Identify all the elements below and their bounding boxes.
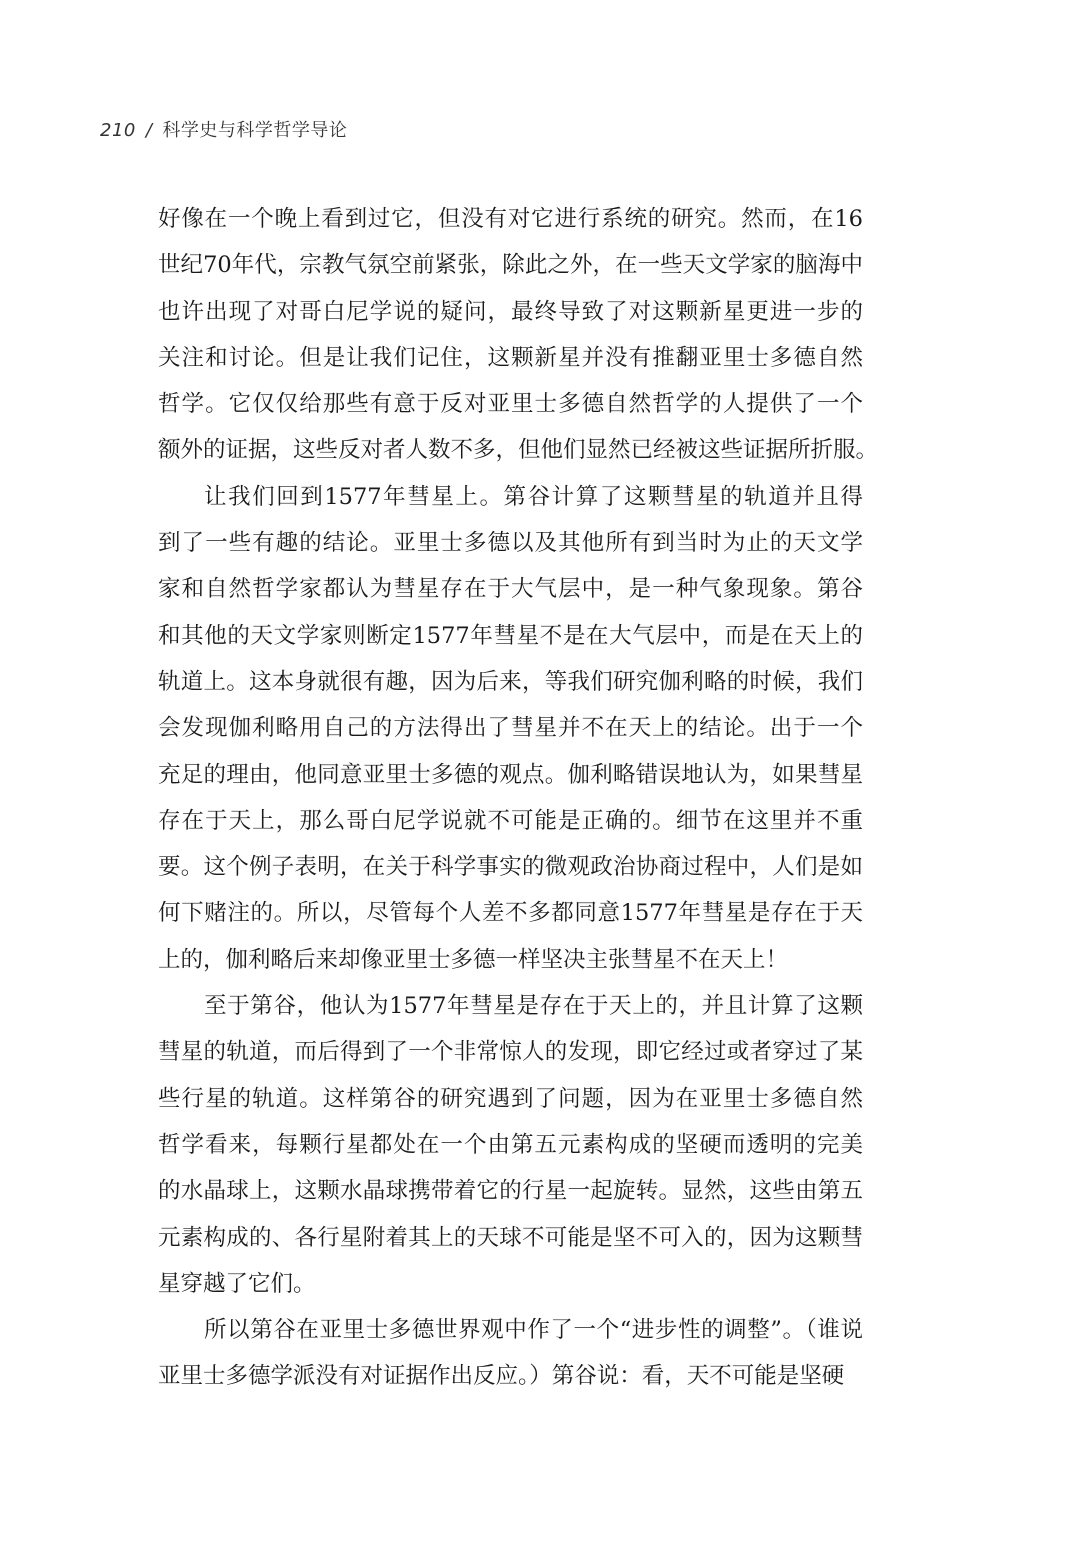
text-line: 亚里士多德学派没有对证据作出反应。）第谷说：看，天不可能是坚硬: [158, 1363, 845, 1390]
body-text: [158, 196, 879, 1400]
text-line: 到了一些有趣的结论。亚里士多德以及其他所有到当时为止的天文学: [158, 530, 863, 557]
text-line: 哲学看来，每颗行星都处在一个由第五元素构成的坚硬而透明的完美: [158, 1131, 863, 1158]
text-line: 何下赌注的。所以，尽管每个人差不多都同意1577年彗星是存在于天: [158, 900, 863, 927]
text-line: 额外的证据，这些反对者人数不多，但他们显然已经被这些证据所折服。: [158, 437, 879, 464]
text-line: 会发现伽利略用自己的方法得出了彗星并不在天上的结论。出于一个: [158, 715, 863, 742]
text-line: 家和自然哲学家都认为彗星存在于大气层中，是一种气象现象。第谷: [158, 576, 863, 603]
text-line: 要。这个例子表明，在关于科学事实的微观政治协商过程中，人们是如: [158, 854, 863, 881]
text-line: 世纪70年代，宗教气氛空前紧张，除此之外，在一些天文学家的脑海中: [158, 252, 863, 279]
text-line: 存在于天上，那么哥白尼学说就不可能是正确的。细节在这里并不重: [158, 807, 863, 834]
text-line: 充足的理由，他同意亚里士多德的观点。伽利略错误地认为，如果彗星: [158, 761, 863, 788]
text-line: 也许出现了对哥白尼学说的疑问，最终导致了对这颗新星更进一步的: [158, 298, 863, 325]
text-line: 些行星的轨道。这样第谷的研究遇到了问题，因为在亚里士多德自然: [158, 1085, 863, 1112]
text-line: 和其他的天文学家则断定1577年彗星不是在大气层中，而是在天上的: [158, 622, 863, 649]
text-line: 好像在一个晚上看到过它，但没有对它进行系统的研究。然而，在16: [158, 206, 863, 232]
text-line: 的水晶球上，这颗水晶球携带着它的行星一起旋转。显然，这些由第五: [158, 1178, 863, 1205]
paragraph: [158, 983, 863, 1307]
text-line: 上的，伽利略后来却像亚里士多德一样坚决主张彗星不在天上！: [158, 946, 789, 973]
text-line: 至于第谷，他认为1577年彗星是存在于天上的，并且计算了这颗: [204, 993, 863, 1020]
page-number: 210: [100, 120, 136, 141]
paragraph: [158, 196, 879, 474]
text-line: 所以第谷在亚里士多德世界观中作了一个“进步性的调整”。（谁说: [204, 1317, 863, 1344]
header-separator: /: [145, 120, 153, 141]
text-line: 哲学。它仅仅给那些有意于反对亚里士多德自然哲学的人提供了一个: [158, 391, 863, 418]
paragraph: [158, 474, 863, 983]
text-line: 轨道上。这本身就很有趣，因为后来，等我们研究伽利略的时候，我们: [158, 668, 863, 695]
text-line: 关注和讨论。但是让我们记住，这颗新星并没有推翻亚里士多德自然: [158, 344, 863, 371]
text-line: 彗星的轨道，而后得到了一个非常惊人的发现，即它经过或者穿过了某: [158, 1039, 863, 1066]
text-line: 让我们回到1577年彗星上。第谷计算了这颗彗星的轨道并且得: [204, 483, 863, 510]
text-line: 元素构成的、各行星附着其上的天球不可能是坚不可入的，因为这颗彗: [158, 1224, 863, 1251]
running-head: [100, 116, 347, 142]
text-line: 星穿越了它们。: [158, 1270, 316, 1297]
paragraph: [158, 1307, 863, 1400]
book-title: 科学史与科学哲学导论: [162, 120, 348, 141]
